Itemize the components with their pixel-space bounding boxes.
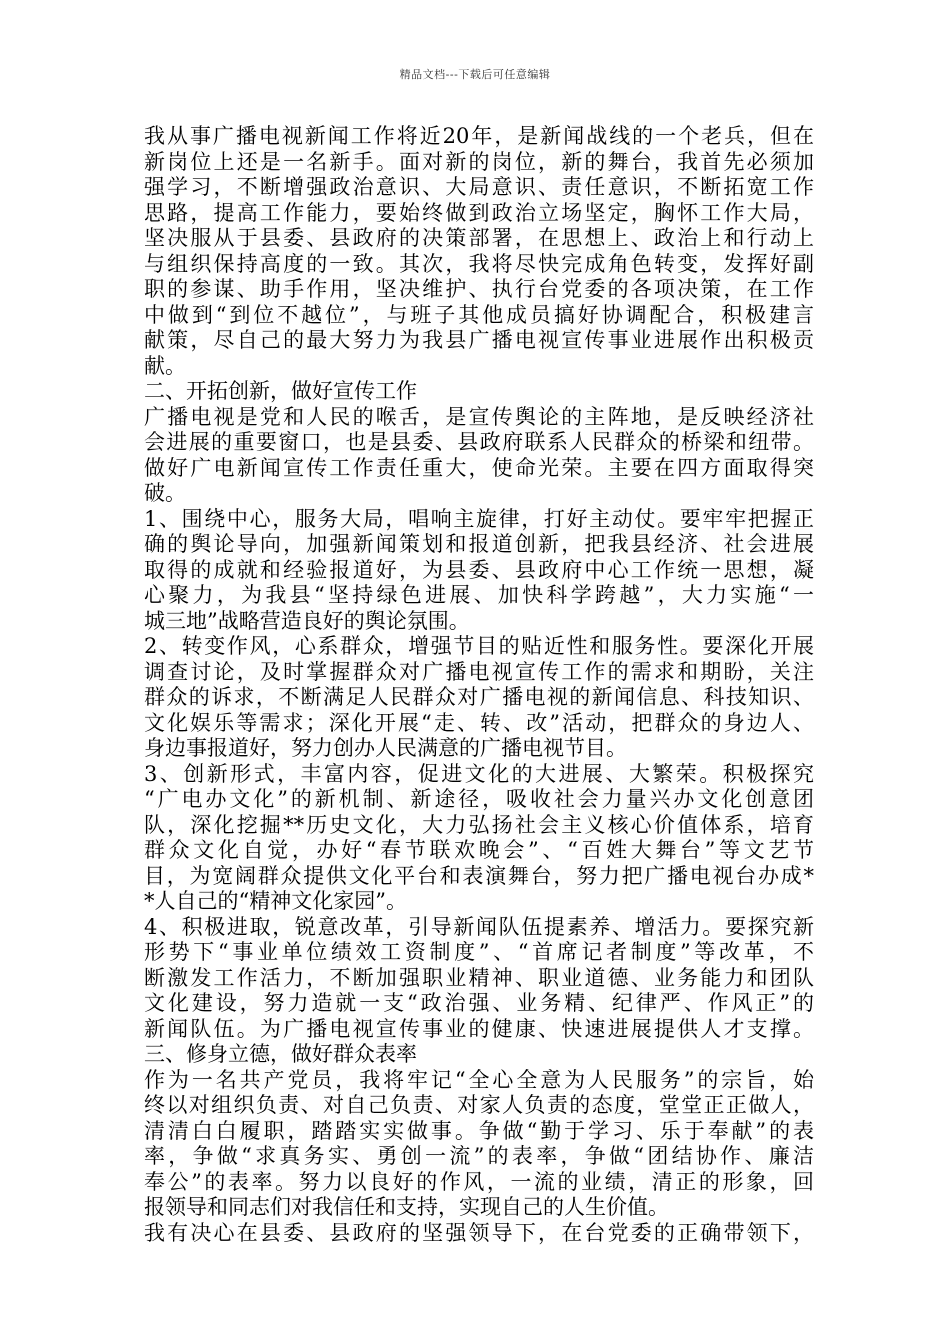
text-line: 断激发工作活力，不断加强职业精神、职业道德、业务能力和团队	[144, 965, 814, 990]
text-line: 奉公”的表率。努力以良好的作风，一流的业绩，清正的形象，回	[144, 1169, 814, 1194]
text-line: 广播电视是党和人民的喉舌，是宣传舆论的主阵地，是反映经济社	[144, 404, 814, 429]
text-line: 确的舆论导向，加强新闻策划和报道创新，把我县经济、社会进展	[144, 532, 814, 556]
text-line: 文化建设，努力造就一支“政治强、业务精、纪律严、作风正”的	[144, 991, 814, 1015]
text-line: 群众文化自觉，办好“春节联欢晚会”、“百姓大舞台”等文艺节	[144, 838, 814, 862]
text-line: 4、积极进取，锐意改革，引导新闻队伍提素养、增活力。要探究新	[144, 914, 814, 939]
text-line: 率，争做“求真务实、勇创一流”的表率，争做“团结协作、廉洁	[144, 1144, 814, 1168]
header-watermark-note: 精品文档---下载后可任意编辑	[399, 68, 551, 81]
text-line: 报领导和同志们对我信任和支持，实现自己的人生价值。	[144, 1195, 669, 1219]
text-line: 二、开拓创新，做好宣传工作	[144, 379, 417, 403]
text-line: 取得的成就和经验报道好，为县委、县政府中心工作统一思想，凝	[144, 557, 814, 582]
text-line: 清清白白履职，踏踏实实做事。争做“勤于学习、乐于奉献”的表	[144, 1118, 814, 1143]
text-line: 我从事广播电视新闻工作将近20年，是新闻战线的一个老兵，但在	[144, 124, 814, 148]
text-line: 目，为宽阔群众提供文化平台和表演舞台，努力把广播电视台办成*	[144, 863, 814, 888]
text-line: 作为一名共产党员，我将牢记“全心全意为人民服务”的宗旨，始	[144, 1067, 814, 1092]
text-line: 调查讨论，及时掌握群众对广播电视宣传工作的需求和期盼，关注	[144, 659, 814, 684]
text-line: 坚决服从于县委、县政府的决策部署，在思想上、政治上和行动上	[144, 226, 814, 250]
text-line: 献策，尽自己的最大努力为我县广播电视宣传事业进展作出积极贡	[144, 328, 814, 352]
text-line: 我有决心在县委、县政府的坚强领导下，在台党委的正确带领下，	[144, 1220, 814, 1245]
text-line: 群众的诉求，不断满足人民群众对广播电视的新闻信息、科技知识、	[144, 685, 814, 709]
text-line: 城三地”战略营造良好的舆论氛围。	[144, 608, 470, 633]
text-line: 三、修身立德，做好群众表率	[144, 1042, 417, 1066]
text-line: 新闻队伍。为广播电视宣传事业的健康、快速进展提供人才支撑。	[144, 1016, 814, 1041]
text-line: 会进展的重要窗口，也是县委、县政府联系人民群众的桥梁和纽带。	[144, 430, 814, 454]
text-line: 思路，提高工作能力，要始终做到政治立场坚定，胸怀工作大局，	[144, 200, 814, 225]
text-line: “广电办文化”的新机制、新途径，吸收社会力量兴办文化创意团	[144, 787, 814, 811]
text-line: 献。	[144, 353, 186, 378]
text-line: 破。	[144, 481, 186, 505]
text-line: 与组织保持高度的一致。其次，我将尽快完成角色转变，发挥好副	[144, 251, 814, 276]
text-line: 做好广电新闻宣传工作责任重大，使命光荣。主要在四方面取得突	[144, 455, 814, 480]
text-line: 队，深化挖掘**历史文化，大力弘扬社会主义核心价值体系，培育	[144, 812, 814, 837]
text-line: 文化娱乐等需求；深化开展“走、转、改”活动，把群众的身边人、	[144, 710, 814, 735]
text-line: 心聚力，为我县“坚持绿色进展、加快科学跨越”，大力实施“一	[144, 583, 814, 607]
text-line: 中做到“到位不越位”，与班子其他成员搞好协调配合，积极建言	[144, 302, 814, 327]
text-line: 终以对组织负责、对自己负责、对家人负责的态度，堂堂正正做人，	[144, 1093, 814, 1117]
text-line: 职的参谋、助手作用，坚决维护、执行台党委的各项决策，在工作	[144, 277, 814, 301]
text-line: 形势下“事业单位绩效工资制度”、“首席记者制度”等改革，不	[144, 940, 814, 964]
text-line: 1、围绕中心，服务大局，唱响主旋律，打好主动仗。要牢牢把握正	[144, 506, 814, 531]
text-line: 身边事报道好，努力创办人民满意的广播电视节目。	[144, 736, 627, 760]
document-body	[144, 124, 814, 1246]
text-line: 强学习，不断增强政治意识、大局意识、责任意识，不断拓宽工作	[144, 175, 814, 199]
text-line: 新岗位上还是一名新手。面对新的岗位，新的舞台，我首先必须加	[144, 149, 814, 174]
text-line: 3、创新形式，丰富内容，促进文化的大进展、大繁荣。积极探究	[144, 761, 814, 786]
text-line: 2、转变作风，心系群众，增强节目的贴近性和服务性。要深化开展	[144, 634, 814, 658]
text-line: *人自己的“精神文化家园”。	[144, 889, 407, 913]
